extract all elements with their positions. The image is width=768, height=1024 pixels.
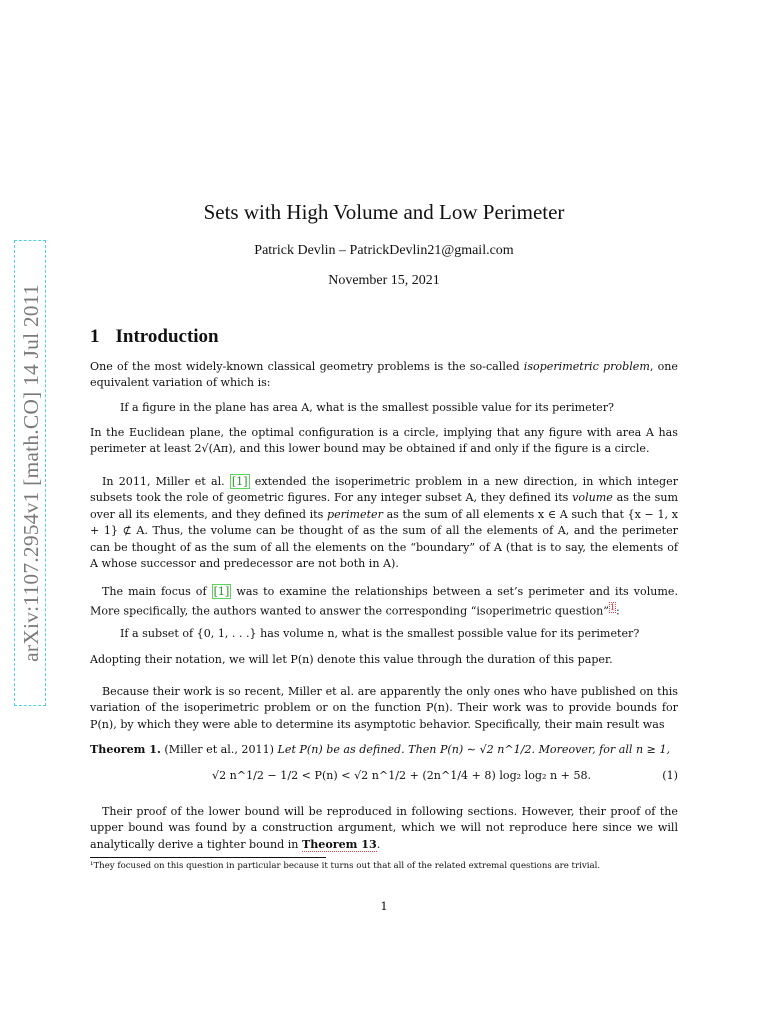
p4-text-a: The main focus of: [102, 585, 212, 598]
equation-text: √2 n^1/2 − 1/2 < P(n) < √2 n^1/2 + (2n^1/4 + 8) log₂ log₂ n + 58.: [212, 769, 592, 782]
theorem-1: [90, 742, 678, 758]
p3-text-d: as the sum of all elements x ∈ A such that {x − 1, x + 1} ⊄ A. Thus, the volume can be thought of as the sum of all the elements of A, and the perimeter can be thought of as the sum of all the elements on the “boundary” of A (that is to say, the elements of A whose successor and predecessor are not both in A).: [90, 507, 678, 571]
paragraph-3: [90, 474, 678, 572]
arxiv-stamp[interactable]: [14, 240, 46, 706]
page-number: 1: [380, 899, 388, 913]
p3-emphasis-perimeter: perimeter: [326, 507, 383, 521]
citation-link[interactable]: [1]: [231, 475, 248, 488]
footnote-divider: [90, 857, 326, 858]
p1-text-a: One of the most widely-known classical geometry problems is the so-called: [90, 360, 524, 373]
theorem-reference-link[interactable]: Theorem 13: [301, 837, 377, 851]
p4-text-c: :: [616, 605, 620, 619]
footnote: ¹They focused on this question in particular because it turns out that all of the related extremal questions are trivial.: [90, 861, 601, 871]
p1-text-b: , one equivalent variation of which is:: [90, 360, 678, 390]
theorem-label: Theorem 1.: [90, 743, 161, 756]
p7-text-b: .: [376, 837, 381, 851]
theorem-attribution: (Miller et al., 2011): [160, 743, 278, 756]
section-heading: [90, 326, 219, 348]
section-number: 1: [90, 326, 100, 347]
p4-text-b: was to examine the relationships between a set’s perimeter and its volume. More specifically, the authors wanted to answer the corresponding “isoperimetric question”: [90, 585, 678, 619]
p3-emphasis-volume: volume: [572, 491, 613, 505]
equation-number: (1): [662, 769, 678, 782]
paper-title: Sets with High Volume and Low Perimeter: [203, 200, 565, 224]
paragraph-5: Adopting their notation, we will let P(n) denote this value through the duration of this paper.: [90, 653, 613, 666]
p1-emphasis: isoperimetric problem: [523, 360, 650, 373]
p3-text-a: In 2011, Miller et al.: [102, 475, 230, 488]
paragraph-2: In the Euclidean plane, the optimal configuration is a circle, implying that any figure with area A has perimeter at least 2√(Aπ), and this lower bound may be obtained if and only if the figure is a circle.: [90, 426, 678, 456]
paragraph-6: Because their work is so recent, Miller et al. are apparently the only ones who have published on this variation of the isoperimetric problem or on the function P(n). Their work was to provide bounds for P(n), by which they were able to determine its asymptotic behavior. Specifically, their main result was: [90, 685, 678, 731]
paper-date: November 15, 2021: [328, 273, 440, 288]
paragraph-1: [90, 359, 678, 392]
paragraph-4: [90, 584, 678, 621]
arxiv-stamp-text: arXiv:1107.2954v1 [math.CO] 14 Jul 2011: [19, 284, 43, 662]
author-line: Patrick Devlin – PatrickDevlin21@gmail.com: [254, 243, 514, 258]
paragraph-7: [90, 804, 678, 853]
p7-text-a: Their proof of the lower bound will be reproduced in following sections. However, their proof of the upper bound was found by a construction argument, which we will not reproduce here since we will analytically derive a tighter bound in: [90, 805, 678, 851]
question-1: If a figure in the plane has area A, what is the smallest possible value for its perimeter?: [120, 401, 614, 414]
footnote-marker[interactable]: 1: [609, 603, 616, 613]
p3-text-c: as the sum over all its elements, and they defined its: [90, 491, 678, 521]
p3-text-b: extended the isoperimetric problem in a new direction, in which integer subsets took the role of geometric figures. For any integer subset A, they defined its: [90, 475, 678, 505]
question-2: If a subset of {0, 1, . . .} has volume n, what is the smallest possible value for its perimeter?: [120, 627, 640, 640]
section-title: Introduction: [115, 326, 219, 347]
citation-link[interactable]: [1]: [213, 585, 230, 598]
theorem-statement: Let P(n) be as defined. Then P(n) ∼ √2 n^1/2. Moreover, for all n ≥ 1,: [277, 743, 671, 756]
